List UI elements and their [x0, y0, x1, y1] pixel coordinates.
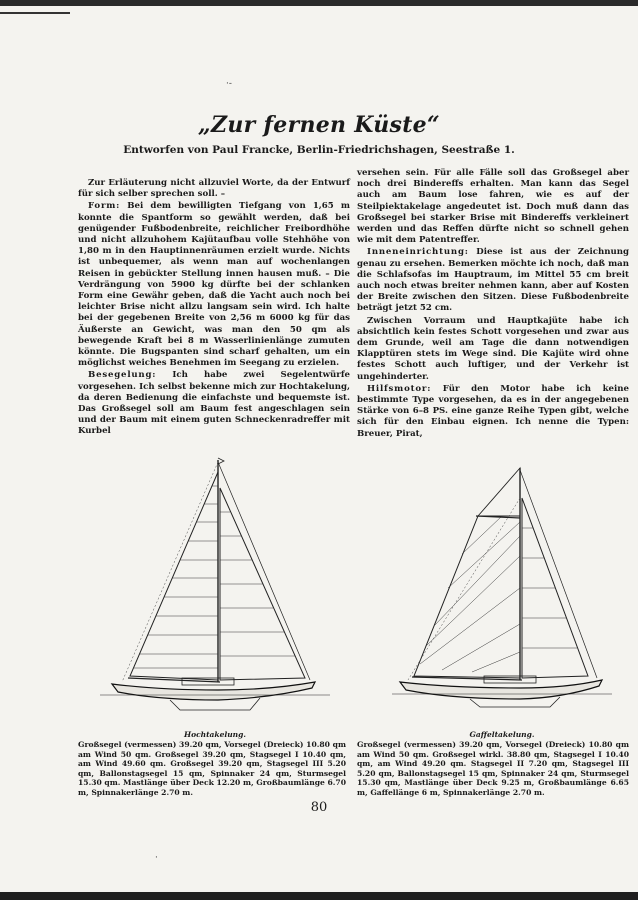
text-column-left	[78, 178, 350, 439]
paragraph	[357, 384, 629, 440]
scan-edge-top	[0, 0, 638, 6]
paragraph	[78, 201, 350, 369]
section-heading: Besegelung:	[88, 370, 157, 381]
paragraph: Zur Erläuterung nicht allzuviel Worte, da der Entwurf für sich selber sprechen soll. –	[78, 178, 350, 200]
scan-speck: ·	[155, 853, 158, 863]
paragraph	[78, 370, 350, 437]
paragraph: versehen sein. Für alle Fälle soll das Großsegel aber noch drei Bindereffs erhalten. Man kann das Segel auch am Baum lose fahren, wie es auf der Steilpiektakelage angedeutet ist. Doch muß dann das Großsegel bei starker Brise mit Bindereffs verkleinert werden und das Reffen dürfte nicht so schnell gehen wie mit dem Patentreffer.	[357, 168, 629, 246]
figure-caption: Großsegel (vermessen) 39.20 qm, Vorsegel (Dreieck) 10.80 qm am Wind 50 qm. Großsegel wirkl. 38.80 qm, Stagsegel I 10.40 qm, am Wind 49.20 qm. Stagsegel II 7.20 qm, Stagsegel III 5.20 qm, Ballonstagsegel 15 qm, Spinnaker 24 qm, Sturmsegel 15.30 qm, Mastlänge über Deck 9.25 m, Großbaumlänge 6.65 m, Gaffellänge 6 m, Spinnakerlänge 2.70 m.	[357, 740, 629, 797]
figure-caption-title: Gaffeltakelung.	[469, 730, 535, 739]
text-column-right	[357, 168, 629, 441]
figure-caption: Großsegel (vermessen) 39.20 qm, Vorsegel (Dreieck) 10.80 qm am Wind 50 qm. Großsegel 39.20 qm, Stagsegel I 10.40 qm, am Wind 49.60 qm. Großsegel 39.20 qm, Stagsegel III 5.20 qm, Ballonstagsegel 15 qm, Spinnaker 24 qm, Sturmsegel 15.30 qm. Mastlänge über Deck 12.20 m, Großbaumlänge 6.70 m, Spinnakerlänge 2.70 m.	[78, 740, 346, 797]
article-byline: Entworfen von Paul Francke, Berlin-Friedrichshagen, Seestraße 1.	[123, 144, 515, 156]
scan-speck: ·-	[226, 79, 232, 89]
section-heading: Form:	[88, 201, 121, 212]
sail-plan-hochtakelung	[100, 452, 330, 712]
paragraph	[357, 247, 629, 314]
paragraph-text: Für den Motor habe ich keine bestimmte Type vorgesehen, da es in der angegebenen Stärke von 6–8 PS. eine ganze Reihe Typen gibt, welche sich für den Einbau eignen. Ich nenne die Typen: Breuer, Pirat,	[357, 383, 629, 439]
paragraph-text: Bei dem bewilligten Tiefgang von 1,65 m konnte die Spantform so gewählt werden, daß bei genügender Fußbodenbreite, reichlicher Freibordhöhe und nicht allzuhohem Kajütaufbau volle Stehhöhe von 1,80 m in den Hauptinnenräumen erzielt wurde. Nichts ist unbequemer, als wenn man auf wochenlangen Reisen in gebückter Stellung innen hausen muß. – Die Verdrängung von 5900 kg dürfte bei der schlanken Form eine Gewähr geben, daß die Yacht auch noch bei leichter Brise nicht allzu langsam sein wird. Ich halte bei der gegebenen Breite von 2,56 m 6000 kg für das Äußerste an Gewicht, was man den 50 qm als bewegende Kraft bei 8 m Wasserlinienlänge zumuten könnte. Die Bugspanten sind scharf gehalten, um ein möglichst weiches Benehmen im Seegang zu erzielen.	[78, 201, 350, 369]
section-heading: Inneneinrichtung:	[367, 247, 469, 258]
page-number: 80	[310, 800, 328, 815]
paragraph-text: Diese ist aus der Zeichnung genau zu ersehen. Bemerken möchte ich noch, daß man die Schlafsofas im Hauptraum, im Mittel 55 cm breit auch noch etwas breiter nehmen kann, aber auf Kosten der Breite zwischen den Sitzen. Diese Fußbodenbreite beträgt jetzt 52 cm.	[357, 247, 629, 314]
sail-plan-gaffeltakelung	[392, 458, 612, 708]
paragraph-text: Ich habe zwei Segelentwürfe vorgesehen. Ich selbst bekenne mich zur Hochtakelung, da deren Bedienung die einfachste und bequemste ist. Das Großsegel soll am Baum fest angeschlagen sein und der Baum mit einem guten Schneckenradreffer mit Kurbel	[78, 370, 350, 437]
figure-caption-title: Hochtakelung.	[183, 730, 246, 739]
article-title: „Zur fernen Küste“	[198, 112, 440, 138]
scan-mark	[0, 12, 70, 14]
section-heading: Hilfsmotor:	[367, 383, 432, 394]
paragraph: Zwischen Vorraum und Hauptkajüte habe ich absichtlich kein festes Schott vorgesehen und zwar aus dem Grunde, weil am Tage die dann notwendigen Klapptüren stets im Wege sind. Die Kajüte wird ohne festes Schott auch luftiger, und der Verkehr ist ungehinderter.	[357, 315, 629, 382]
scan-edge-bottom	[0, 892, 638, 900]
